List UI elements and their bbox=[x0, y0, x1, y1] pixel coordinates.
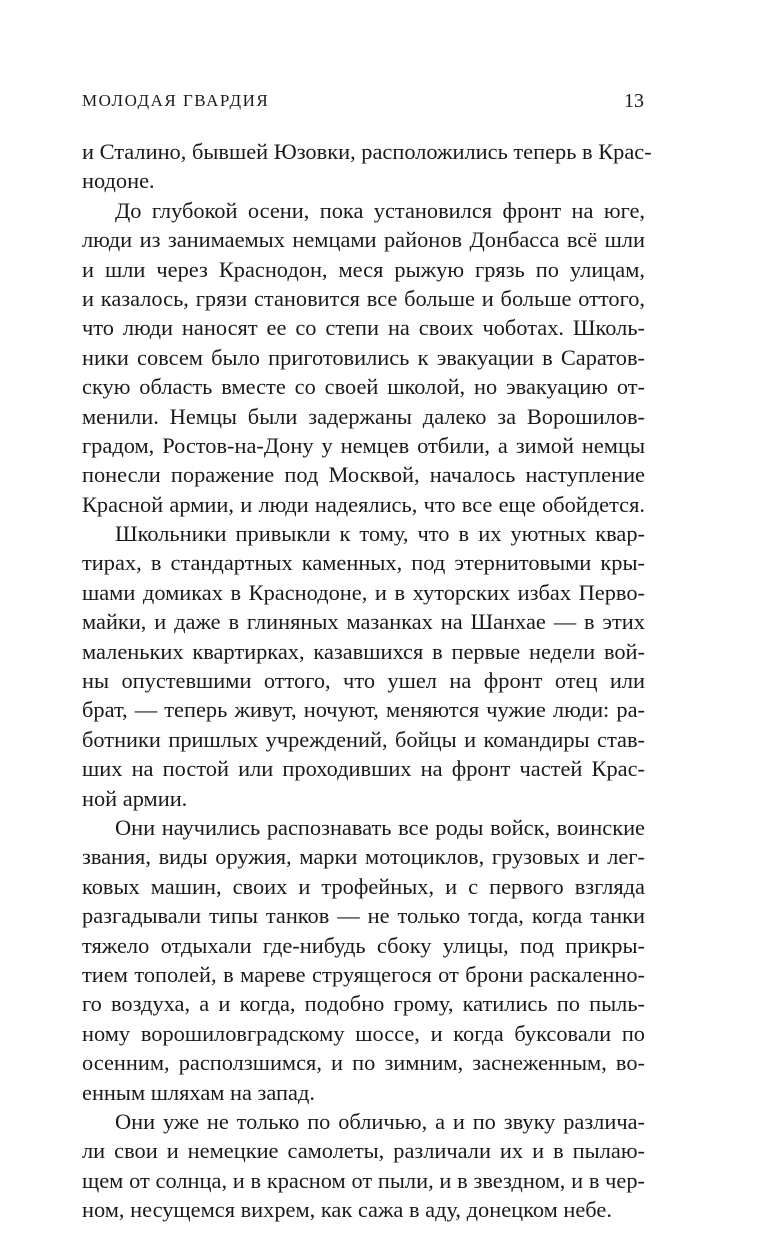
text-line: ном, несущемся вихрем, как сажа в аду, донецком небе. bbox=[82, 1197, 612, 1223]
text-line: брат, — теперь живут, ночуют, меняются чужие люди: ра- bbox=[82, 697, 645, 723]
text-line: го воздуха, а и когда, подобно грому, катились по пыль- bbox=[82, 991, 645, 1017]
text-line: Школьники привыкли к тому, что в их уютных квар- bbox=[115, 521, 645, 547]
text-line: и казалось, грязи становится все больше и больше оттого, bbox=[82, 285, 645, 311]
page-number: 13 bbox=[624, 90, 644, 112]
text-line: менили. Немцы были задержаны далеко за Ворошилов- bbox=[82, 403, 645, 429]
text-line: звания, виды оружия, марки мотоциклов, грузовых и лег- bbox=[82, 844, 645, 870]
text-line: ботники пришлых учреждений, бойцы и командиры став- bbox=[82, 726, 645, 752]
text-line: понесли поражение под Москвой, началось наступление bbox=[82, 462, 645, 488]
text-line: ники совсем было приготовились к эвакуации в Саратов- bbox=[82, 344, 645, 370]
text-line: енным шляхам на запад. bbox=[82, 1079, 315, 1105]
text-line: разгадывали типы танков — не только тогда, когда танки bbox=[82, 903, 645, 929]
running-head bbox=[82, 88, 644, 116]
text-line: и шли через Краснодон, меся рыжую грязь по улицам, bbox=[82, 256, 645, 282]
running-title: МОЛОДАЯ ГВАРДИЯ bbox=[82, 91, 270, 110]
text-line: ному ворошиловградскому шоссе, и когда буксовали по bbox=[82, 1020, 645, 1046]
text-line: Красной армии, и люди надеялись, что все еще обойдется. bbox=[82, 491, 645, 517]
text-line: ны опустевшими оттого, что ушел на фронт отец или bbox=[82, 668, 645, 694]
text-line: тяжело отдыхали где-нибудь сбоку улицы, под прикры- bbox=[82, 932, 645, 958]
text-line: тием тополей, в мареве струящегося от брони раскаленно- bbox=[82, 961, 645, 987]
text-line: осенним, расползшимся, и по зимним, заснеженным, во- bbox=[82, 1050, 645, 1076]
text-line: маленьких квартирках, казавшихся в первые недели вой- bbox=[82, 638, 645, 664]
text-line: ковых машин, своих и трофейных, и с первого взгляда bbox=[82, 873, 645, 899]
text-line: До глубокой осени, пока установился фронт на юге, bbox=[115, 197, 645, 223]
text-line: Они научились распознавать все роды войск, воинские bbox=[115, 814, 645, 840]
text-line: Они уже не только по обличью, а и по звуку различа- bbox=[115, 1108, 645, 1134]
text-line: ли свои и немецкие самолеты, различали их и в пылаю- bbox=[82, 1138, 645, 1164]
text-line: нодоне. bbox=[82, 168, 155, 194]
text-line: люди из занимаемых немцами районов Донбасса всё шли bbox=[82, 227, 645, 253]
text-line: шами домиках в Краснодоне, и в хуторских избах Перво- bbox=[82, 579, 645, 605]
text-line: тирах, в стандартных каменных, под этернитовыми кры- bbox=[82, 550, 645, 576]
text-line: градом, Ростов-на-Дону у немцев отбили, а зимой немцы bbox=[82, 432, 645, 458]
text-line: ших на постой или проходивших на фронт частей Крас- bbox=[82, 756, 645, 782]
text-line: ной армии. bbox=[82, 785, 188, 811]
text-line: щем от солнца, и в красном от пыли, и в звездном, и в чер- bbox=[82, 1167, 645, 1193]
text-line: и Сталино, бывшей Юзовки, расположились теперь в Крас- bbox=[82, 139, 652, 164]
text-line: майки, и даже в глиняных мазанках на Шанхае — в этих bbox=[82, 609, 645, 635]
text-line: скую область вместе со своей школой, но эвакуацию от- bbox=[82, 374, 645, 400]
text-line: что люди наносят ее со степи на своих чоботах. Школь- bbox=[82, 315, 645, 341]
body-text bbox=[82, 137, 652, 1224]
